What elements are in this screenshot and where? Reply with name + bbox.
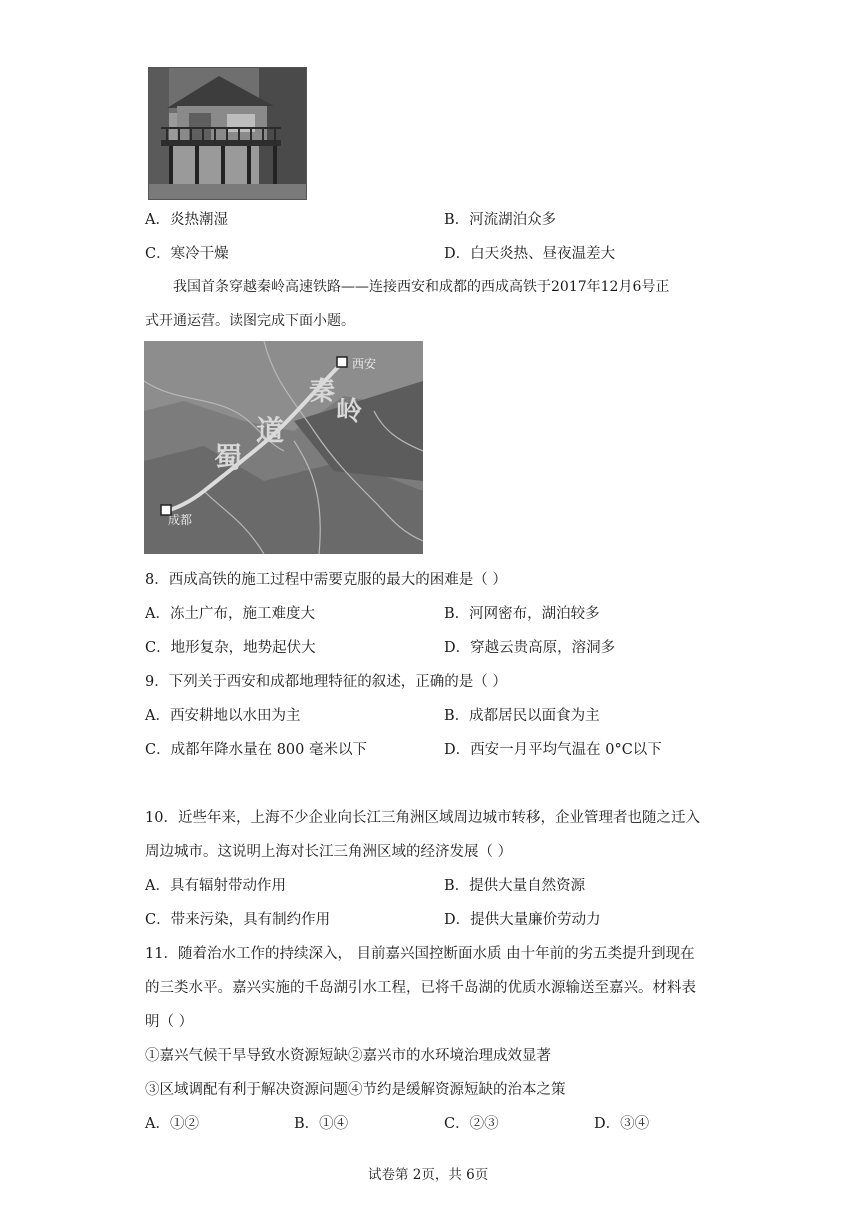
q7-option-a: A．炎热潮湿	[145, 212, 228, 228]
map-label-ling: 岭	[336, 397, 363, 427]
q10-option-c: C．带来污染，具有制约作用	[145, 912, 331, 928]
q10-option-a: A．具有辐射带动作用	[145, 878, 286, 894]
map-label-chengdu: 成都	[168, 513, 193, 527]
q10-stem-line-2: 周边城市。这说明上海对长江三角洲区域的经济发展（ ）	[145, 844, 513, 860]
map-label-dao: 道	[256, 414, 285, 447]
q11-statements-1-2: ①嘉兴气候干旱导致水资源短缺②嘉兴市的水环境治理成效显著	[145, 1048, 551, 1064]
q7-option-d: D．白天炎热、昼夜温差大	[444, 246, 616, 262]
page-footer: 试卷第 2页，共 6页	[368, 1167, 489, 1183]
q9-option-d: D．西安一月平均气温在 0°C以下	[444, 742, 662, 758]
q11-option-d: D．③④	[594, 1116, 650, 1132]
passage-line-2: 式开通运营。读图完成下面小题。	[145, 313, 355, 329]
q10-option-d: D．提供大量廉价劳动力	[444, 912, 601, 928]
q7-option-b: B．河流湖泊众多	[444, 212, 557, 228]
q11-statements-3-4: ③区域调配有利于解决资源问题④节约是缓解资源短缺的治本之策	[145, 1082, 566, 1098]
q11-option-a: A．①②	[145, 1116, 199, 1132]
q9-option-b: B．成都居民以面食为主	[444, 708, 600, 724]
q8-option-b: B．河网密布，湖泊较多	[444, 606, 600, 622]
q9-stem: 9．下列关于西安和成都地理特征的叙述，正确的是（ ）	[145, 674, 507, 690]
q11-option-c: C．②③	[444, 1116, 499, 1132]
map-label-xian: 西安	[352, 357, 377, 371]
map-label-qin: 秦	[309, 377, 336, 407]
q7-option-c: C．寒冷干燥	[145, 246, 229, 262]
passage-line-1: 我国首条穿越秦岭高速铁路——连接西安和成都的西成高铁于2017年12月6号正	[173, 279, 670, 295]
q8-stem: 8．西成高铁的施工过程中需要克服的最大的困难是（ ）	[145, 572, 507, 588]
q8-option-c: C．地形复杂，地势起伏大	[145, 640, 316, 656]
q9-option-a: A．西安耕地以水田为主	[145, 708, 301, 724]
map-label-shu: 蜀	[214, 441, 243, 474]
stilt-house-photo	[148, 67, 307, 200]
q9-option-c: C．成都年降水量在 800 毫米以下	[145, 742, 367, 758]
q11-stem-line-1: 11．随着治水工作的持续深入， 目前嘉兴国控断面水质 由十年前的劣五类提升到现在	[145, 946, 695, 962]
q10-stem-line-1: 10．近些年来，上海不少企业向长江三角洲区域周边城市转移，企业管理者也随之迁入	[145, 810, 700, 826]
q11-stem-line-2: 的三类水平。嘉兴实施的千岛湖引水工程，已将千岛湖的优质水源输送至嘉兴。材料表	[145, 980, 696, 996]
q8-option-d: D．穿越云贵高原，溶洞多	[444, 640, 616, 656]
xi-cheng-railway-map	[144, 341, 423, 554]
q8-option-a: A．冻土广布，施工难度大	[145, 606, 315, 622]
q10-option-b: B．提供大量自然资源	[444, 878, 586, 894]
q11-option-b: B．①④	[294, 1116, 349, 1132]
q11-stem-line-3: 明（ ）	[145, 1014, 194, 1030]
